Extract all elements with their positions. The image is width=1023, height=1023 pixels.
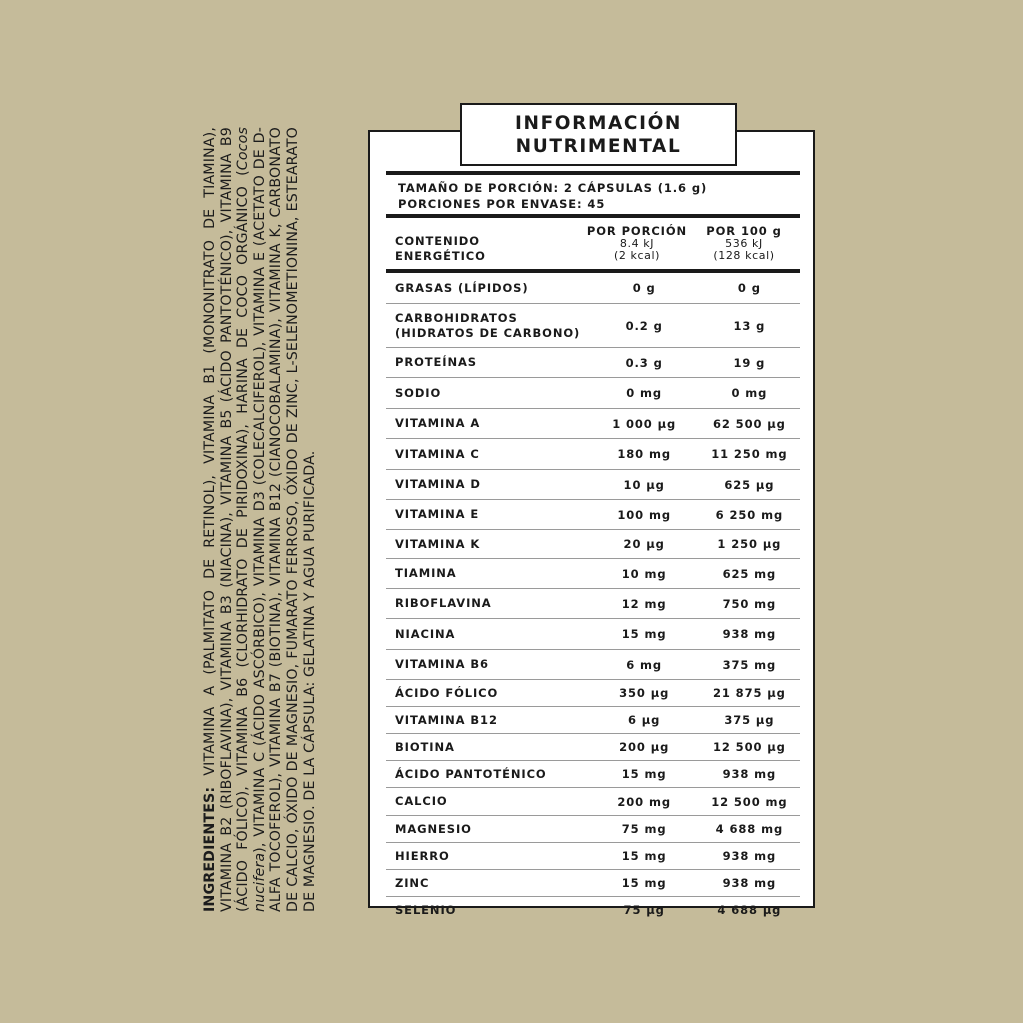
nutrient-per-serving: 0.2 g bbox=[625, 318, 663, 333]
nutrient-per-serving: 10 µg bbox=[623, 477, 665, 492]
nutrient-name bbox=[386, 849, 590, 864]
nutrient-row bbox=[386, 500, 800, 530]
ingredients-text bbox=[202, 127, 352, 912]
nutrient-name-line-1: HIERRO bbox=[395, 848, 450, 863]
nutrient-name bbox=[386, 537, 590, 552]
col2-kj: 536 kJ bbox=[725, 237, 763, 250]
nutrient-name bbox=[386, 596, 590, 611]
nutrient-name bbox=[386, 740, 590, 755]
serving-info bbox=[398, 180, 707, 212]
nutrient-name-line-1: GRASAS (LÍPIDOS) bbox=[395, 280, 529, 295]
nutrient-per-100g: 0 mg bbox=[731, 386, 768, 400]
nutrient-name bbox=[386, 447, 590, 462]
nutrient-name-line-1: ZINC bbox=[395, 875, 430, 890]
serving-size: TAMAÑO DE PORCIÓN: 2 CÁPSULAS (1.6 g) bbox=[398, 181, 708, 195]
ingredients-block bbox=[202, 127, 352, 912]
nutrient-per-100g: 0 g bbox=[737, 281, 761, 295]
nutrient-name bbox=[386, 566, 590, 581]
energy-label-2: ENERGÉTICO bbox=[395, 249, 486, 263]
col1-kcal: (2 kcal) bbox=[613, 249, 661, 262]
nutrient-per-serving: 0.3 g bbox=[625, 355, 663, 370]
nutrient-per-100g: 62 500 µg bbox=[712, 416, 786, 431]
nutrient-row bbox=[386, 843, 800, 870]
nutrient-per-serving: 6 µg bbox=[628, 713, 661, 727]
nutrient-name-line-1: VITAMINA C bbox=[395, 446, 480, 461]
nutrient-name bbox=[386, 876, 590, 891]
nutrient-row bbox=[386, 378, 800, 409]
title-line-2: NUTRIMENTAL bbox=[515, 135, 682, 157]
nutrient-name bbox=[386, 794, 590, 809]
nutrient-name-line-1: VITAMINA A bbox=[395, 416, 481, 430]
nutrient-row bbox=[386, 650, 800, 680]
nutrient-name-line-1: VITAMINA B12 bbox=[395, 712, 498, 727]
nutrient-per-serving: 6 mg bbox=[626, 657, 663, 672]
nutrient-per-serving: 200 mg bbox=[617, 794, 671, 809]
nutrient-per-100g: 12 500 mg bbox=[711, 794, 788, 809]
nutrient-per-100g: 938 mg bbox=[722, 876, 777, 890]
nutrient-name-line-1: SODIO bbox=[395, 385, 442, 400]
nutrient-per-100g: 21 875 µg bbox=[712, 686, 786, 700]
nutrient-name bbox=[386, 416, 590, 431]
nutrient-per-serving: 10 mg bbox=[621, 566, 667, 581]
nutrient-per-100g: 6 250 mg bbox=[715, 507, 784, 522]
nutrient-row bbox=[386, 439, 800, 470]
ingredients-label: INGREDIENTES: bbox=[202, 786, 218, 912]
nutrient-per-serving: 15 mg bbox=[621, 876, 667, 890]
nutrient-row bbox=[386, 870, 800, 897]
nutrient-name-line-1: TIAMINA bbox=[395, 566, 457, 580]
nutrient-name-line-1: SELENIO bbox=[395, 902, 457, 917]
nutrient-per-serving: 15 mg bbox=[621, 767, 667, 781]
nutrient-per-serving: 15 mg bbox=[621, 849, 667, 863]
servings-per-container: PORCIONES POR ENVASE: 45 bbox=[398, 197, 606, 211]
nutrient-name bbox=[386, 822, 590, 837]
ingredients-text-b: ), VITAMINA C (ÁCIDO ASCÓRBICO), VITAMINA D3 (COLECALCIFEROL), VITAMINA E (ACETATO DE D-ALFA TOCOFEROL), VITAMINA B7 (BIOTINA), VITAMINA B12 (CIANOCOBALAMINA), VITAMINA K, CARBONATO DE CALCIO, ÓXIDO DE MAGNESIO, FUMARATO FERROSO, ÓXIDO DE ZINC, L-SELENOMETIONINA, ESTEARATO DE MAGNESIO. DE LA CÁPSULA: GELATINA Y AGUA PURIFICADA. bbox=[251, 127, 318, 912]
nutrient-row bbox=[386, 619, 800, 650]
nutrient-per-100g: 1 250 µg bbox=[717, 537, 782, 551]
nutrient-per-serving: 20 µg bbox=[623, 537, 665, 551]
nutrient-per-100g: 13 g bbox=[733, 318, 766, 333]
nutrient-per-serving: 180 mg bbox=[617, 447, 671, 461]
nutrient-name bbox=[386, 281, 590, 296]
nutrient-per-100g: 938 mg bbox=[722, 849, 777, 863]
ingredients-italic: Cocos nucifera bbox=[235, 127, 268, 912]
col1-header: POR PORCIÓN bbox=[586, 224, 688, 238]
nutrient-per-100g: 938 mg bbox=[722, 767, 777, 781]
nutrient-per-serving: 12 mg bbox=[621, 596, 667, 611]
nutrient-row bbox=[386, 680, 800, 707]
nutrient-name bbox=[386, 903, 590, 918]
nutrient-per-100g: 938 mg bbox=[722, 627, 777, 641]
nutrient-row bbox=[386, 470, 800, 500]
nutrient-name-line-1: ÁCIDO PANTOTÉNICO bbox=[395, 766, 547, 781]
column-header-per-100g bbox=[693, 225, 795, 262]
ingredients-text-a: VITAMINA A (PALMITATO DE RETINOL), VITAMINA B1 (MONONITRATO DE TIAMINA), VITAMINA B2 (RIBOFLAVINA), VITAMINA B3 (NIACINA), VITAMINA B5 (ÁCIDO PANTOTÉNICO), VITAMINA B9 (ÁCIDO FÓLICO), VITAMINA B6 (CLORHIDRATO DE PIRIDOXINA), HARINA DE COCO ORGÁNICO ( bbox=[202, 127, 252, 912]
divider-top bbox=[386, 171, 800, 175]
nutrient-per-serving: 75 mg bbox=[621, 822, 667, 836]
nutrient-per-serving: 15 mg bbox=[621, 627, 667, 641]
nutrient-name-line-1: ÁCIDO FÓLICO bbox=[395, 685, 499, 700]
nutrient-name bbox=[386, 507, 590, 522]
title-line-1: INFORMACIÓN bbox=[515, 112, 682, 134]
nutrient-per-100g: 11 250 mg bbox=[711, 447, 788, 461]
nutrient-row bbox=[386, 304, 800, 348]
column-header-per-serving bbox=[582, 225, 692, 262]
nutrient-per-serving: 0 mg bbox=[626, 386, 663, 400]
nutrient-row bbox=[386, 761, 800, 788]
nutrient-row bbox=[386, 788, 800, 816]
nutrient-per-100g: 625 mg bbox=[722, 566, 777, 581]
nutrient-per-100g: 4 688 mg bbox=[715, 822, 784, 836]
nutrient-row bbox=[386, 816, 800, 843]
nutrient-per-100g: 4 688 µg bbox=[717, 903, 782, 917]
nutrient-name-line-1: CARBOHIDRATOS bbox=[395, 310, 518, 325]
nutrient-name-line-1: MAGNESIO bbox=[395, 821, 472, 836]
energy-label-1: CONTENIDO bbox=[395, 234, 480, 248]
nutrient-name bbox=[386, 311, 590, 341]
nutrient-name bbox=[386, 477, 590, 492]
nutrient-row bbox=[386, 897, 800, 923]
nutrient-per-serving: 1 000 µg bbox=[612, 416, 677, 431]
nutrient-per-100g: 625 µg bbox=[724, 477, 775, 492]
nutrient-name-line-1: BIOTINA bbox=[395, 739, 455, 754]
nutrient-name-line-1: NIACINA bbox=[395, 626, 456, 641]
nutrient-per-100g: 375 µg bbox=[724, 713, 775, 727]
nutrient-name bbox=[386, 386, 590, 401]
nutrient-row bbox=[386, 348, 800, 378]
nutrient-name bbox=[386, 686, 590, 701]
nutrient-per-serving: 100 mg bbox=[617, 507, 671, 522]
nutrient-per-100g: 750 mg bbox=[722, 596, 777, 611]
nutrient-row bbox=[386, 734, 800, 761]
nutrient-table bbox=[386, 273, 800, 923]
nutrient-per-100g: 375 mg bbox=[722, 657, 777, 672]
nutrient-per-100g: 12 500 µg bbox=[712, 740, 786, 754]
nutrient-name-line-1: CALCIO bbox=[395, 794, 448, 808]
nutrient-name-line-2: (HIDRATOS DE CARBONO) bbox=[395, 325, 581, 340]
nutrient-row bbox=[386, 559, 800, 589]
nutrient-row bbox=[386, 707, 800, 734]
nutrient-row bbox=[386, 589, 800, 619]
nutrient-per-serving: 350 µg bbox=[619, 686, 670, 700]
nutrient-per-serving: 75 µg bbox=[623, 903, 665, 917]
col2-kcal: (128 kcal) bbox=[713, 249, 775, 262]
nutrient-per-serving: 200 µg bbox=[619, 740, 670, 754]
divider-serving bbox=[386, 214, 800, 218]
nutrient-per-serving: 0 g bbox=[632, 281, 656, 295]
col1-kj: 8.4 kJ bbox=[619, 237, 655, 250]
nutrient-name-line-1: PROTEÍNAS bbox=[395, 355, 477, 369]
nutrient-row bbox=[386, 409, 800, 439]
nutrient-name-line-1: VITAMINA K bbox=[395, 536, 481, 551]
nutrient-row bbox=[386, 273, 800, 304]
nutrient-name-line-1: VITAMINA E bbox=[395, 507, 480, 521]
nutrient-name bbox=[386, 355, 590, 370]
nutrient-name-line-1: VITAMINA D bbox=[395, 477, 481, 491]
nutrition-title bbox=[460, 103, 737, 166]
nutrient-name-line-1: RIBOFLAVINA bbox=[395, 596, 492, 610]
nutrient-name bbox=[386, 627, 590, 642]
nutrient-per-100g: 19 g bbox=[733, 355, 766, 370]
nutrient-name-line-1: VITAMINA B6 bbox=[395, 657, 489, 671]
nutrient-row bbox=[386, 530, 800, 559]
energy-label bbox=[395, 235, 486, 263]
nutrient-name bbox=[386, 767, 590, 782]
nutrient-name bbox=[386, 713, 590, 728]
col2-header: POR 100 g bbox=[706, 224, 782, 238]
nutrient-name bbox=[386, 657, 590, 672]
